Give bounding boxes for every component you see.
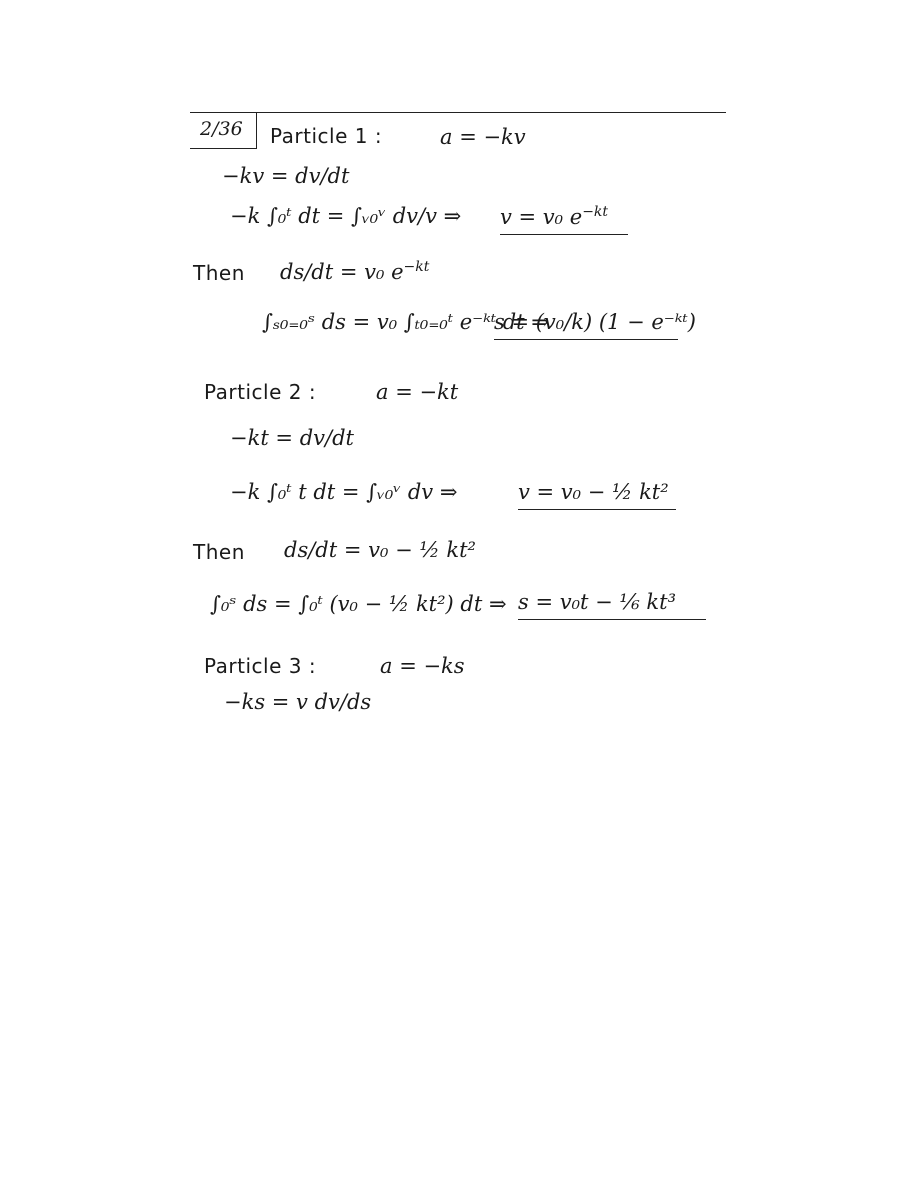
- particle1-eq3: [280, 260, 429, 283]
- particle1-eq1: −kv = dv/dt: [222, 164, 350, 188]
- particle1-eq3-exponent: −kt: [403, 259, 430, 275]
- particle3-acceleration: a = −ks: [380, 654, 465, 678]
- particle1-acceleration: a = −kv: [440, 125, 526, 149]
- particle2-result-velocity: v = v₀ − ½ kt²: [518, 482, 676, 510]
- particle1-result-position: s = (v₀/k) (1 − e⁻ᵏᵗ): [494, 312, 678, 340]
- problem-number: 2/36: [200, 118, 243, 140]
- particle2-heading: Particle 2 :: [204, 380, 317, 404]
- particle1-eq3-base: ds/dt = v₀ e: [280, 260, 404, 284]
- particle1-result-velocity: [500, 205, 628, 235]
- particle2-acceleration: a = −kt: [376, 380, 459, 404]
- particle3-eq1: −ks = v dv/ds: [224, 690, 372, 714]
- particle1-result-velocity-base: v = v₀ e: [500, 205, 583, 229]
- particle1-result-velocity-exponent: −kt: [582, 204, 609, 220]
- particle1-then-label: Then: [193, 261, 245, 285]
- particle2-eq4: ∫₀ˢ ds = ∫₀ᵗ (v₀ − ½ kt²) dt ⇒: [210, 592, 507, 616]
- particle2-eq1: −kt = dv/dt: [230, 426, 354, 450]
- particle1-eq4: ∫ₛ₀₌₀ˢ ds = v₀ ∫ₜ₀₌₀ᵗ e⁻ᵏᵗ dt ⇒: [262, 310, 549, 334]
- header-rule: [190, 112, 726, 113]
- particle2-result-position: s = v₀t − ⅙ kt³: [518, 592, 706, 620]
- particle2-eq3: ds/dt = v₀ − ½ kt²: [284, 538, 476, 562]
- particle2-eq2: −k ∫₀ᵗ t dt = ∫ᵥ₀ᵛ dv ⇒: [230, 480, 458, 504]
- particle3-heading: Particle 3 :: [204, 654, 317, 678]
- particle1-eq2: −k ∫₀ᵗ dt = ∫ᵥ₀ᵛ dv/v ⇒: [230, 204, 462, 228]
- particle1-heading: Particle 1 :: [270, 124, 383, 148]
- particle2-then-label: Then: [193, 540, 245, 564]
